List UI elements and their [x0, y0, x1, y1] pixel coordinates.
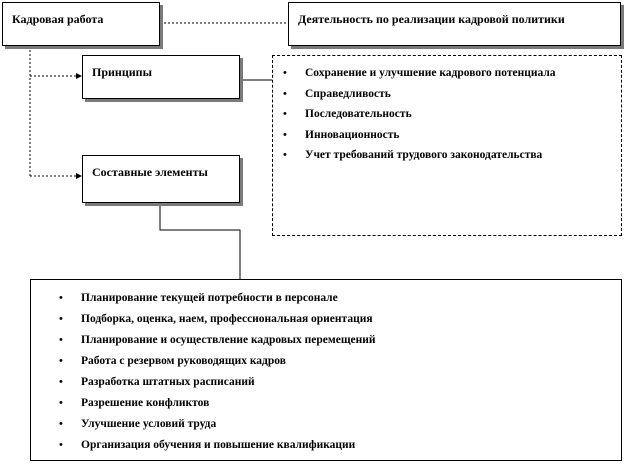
hr-work-box: [2, 2, 160, 46]
bullet-icon: •: [59, 334, 63, 346]
bullet-icon: •: [59, 355, 63, 367]
element-item: • Планирование текущей потребности в персонале: [51, 288, 376, 309]
activity-box: [288, 2, 621, 46]
elements-list: [51, 288, 376, 456]
principles-label: Принципы: [92, 65, 152, 79]
principle-item: • Сохранение и улучшение кадрового потенциала: [275, 63, 556, 84]
element-item: • Работа с резервом руководящих кадров: [51, 351, 376, 372]
element-item: • Разрешение конфликтов: [51, 393, 376, 414]
bullet-icon: •: [283, 108, 287, 120]
principle-item: • Инновационность: [275, 125, 556, 146]
bullet-icon: •: [59, 418, 63, 430]
element-item: • Улучшение условий труда: [51, 414, 376, 435]
principles-box: [82, 55, 240, 99]
principle-item: • Справедливость: [275, 84, 556, 105]
element-item: • Планирование и осуществление кадровых перемещений: [51, 330, 376, 351]
bullet-icon: •: [283, 128, 287, 141]
bullet-icon: •: [59, 292, 63, 304]
bullet-icon: •: [283, 87, 287, 100]
connector-elements-list: [160, 203, 240, 279]
bullet-icon: •: [283, 67, 287, 79]
principles-list: [275, 63, 556, 166]
hr-work-label: Кадровая работа: [12, 12, 104, 26]
bullet-icon: •: [59, 313, 63, 325]
elements-box: [82, 155, 240, 203]
principle-item: • Последовательность: [275, 104, 556, 125]
activity-label: Деятельность по реализации кадровой политики: [298, 12, 565, 26]
principle-item: • Учет требований трудового законодательства: [275, 145, 556, 166]
bullet-icon: •: [59, 397, 63, 409]
bullet-icon: •: [283, 149, 287, 161]
element-item: • Разработка штатных расписаний: [51, 372, 376, 393]
bullet-icon: •: [59, 439, 63, 451]
element-item: • Организация обучения и повышение квалификации: [51, 435, 376, 456]
bullet-icon: •: [59, 376, 63, 388]
elements-label: Составные элементы: [92, 165, 208, 179]
elements-list-box: [30, 279, 622, 461]
element-item: • Подборка, оценка, наем, профессиональная ориентация: [51, 309, 376, 330]
principles-list-box: [272, 55, 622, 236]
